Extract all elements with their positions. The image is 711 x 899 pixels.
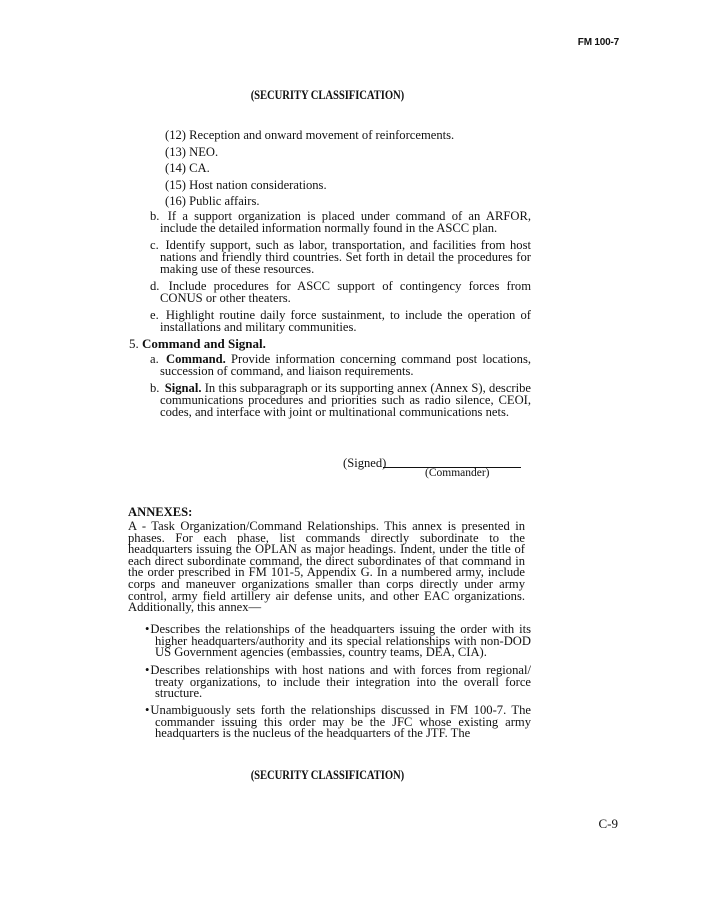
paragraph-text: If a support organization is placed under command of an ARFOR, include the detailed information normally found in the ASCC plan.	[160, 209, 531, 235]
bullet-marker: •	[145, 622, 150, 636]
list-item-14: (14) CA.	[165, 161, 210, 175]
annex-bullet-1	[145, 624, 531, 659]
annex-bullet-3	[145, 705, 531, 740]
bullet-text: Unambiguously sets forth the relationships discussed in FM 100-7. The commander issuing this order may be the JFC whose existing army headquarters is the nucleus of the headquarters of the JTF. The	[150, 703, 531, 741]
bullet-marker: •	[145, 703, 150, 717]
annex-a-paragraph: A - Task Organization/Command Relationships. This annex is presented in phases. For each phase, list commands directly subordinate to the headquarters issuing the OPLAN as major headings. Indent, under the title of each direct subordinate command, the direct subordinates of that command in the order prescribed in FM 101-5, Appendix G. In a numbered army, include corps and maneuver organizations smaller than corps directly under army control, army field artillery air defense units, and other EAC organizations. Additionally, this annex—	[128, 519, 525, 615]
bullet-text: Describes relationships with host nations and with forces from regional/ treaty organizations, to include their integration into the overall force structure.	[150, 663, 531, 701]
signed-label: (Signed)	[343, 456, 387, 470]
paragraph-label: d.	[150, 279, 160, 293]
security-classification-top: (SECURITY CLASSIFICATION)	[250, 87, 405, 102]
paragraph-text: In this subparagraph or its supporting annex (Annex S), describe communications procedures and priorities such as radio silence, CEOI, codes, and interface with joint or multinational communications nets.	[160, 381, 531, 419]
bullet-text: Describes the relationships of the headquarters issuing the order with its higher headquarters/authority and its special relationships with non-DOD US Government agencies (embassies, country teams, DEA, CIA).	[150, 622, 531, 660]
paragraph-5b	[150, 383, 531, 418]
list-item-16: (16) Public affairs.	[165, 194, 260, 208]
section-5-heading	[129, 338, 266, 350]
paragraph-e	[150, 310, 531, 334]
paragraph-label: e.	[150, 308, 159, 322]
page-number: C-9	[598, 816, 618, 831]
paragraph-label: b.	[150, 381, 160, 395]
annex-bullet-2	[145, 665, 531, 700]
paragraph-label: a.	[150, 352, 159, 366]
paragraph-5a	[150, 354, 531, 378]
paragraph-text: Provide information concerning command post locations, succession of command, and liaison requirements.	[160, 352, 531, 378]
section-title: Command and Signal.	[142, 336, 266, 351]
list-item-12: (12) Reception and onward movement of reinforcements.	[165, 128, 455, 142]
document-id: FM 100-7	[577, 37, 619, 48]
paragraph-title: Command.	[165, 352, 226, 366]
section-number: 5.	[129, 336, 139, 351]
paragraph-text: Highlight routine daily force sustainment, to include the operation of installations and military communities.	[160, 308, 531, 334]
paragraph-label: b.	[150, 209, 160, 223]
annexes-heading: ANNEXES:	[128, 505, 193, 519]
paragraph-b	[150, 211, 531, 235]
paragraph-text: Include procedures for ASCC support of contingency forces from CONUS or other theaters.	[160, 279, 531, 305]
paragraph-d	[150, 281, 531, 305]
paragraph-label: c.	[150, 238, 159, 252]
paragraph-c	[150, 240, 531, 275]
list-item-13: (13) NEO.	[165, 145, 219, 159]
commander-label: (Commander)	[425, 467, 490, 479]
paragraph-text: Identify support, such as labor, transportation, and facilities from host nations and friendly third countries. Set forth in detail the procedures for making use of these resources.	[160, 238, 531, 276]
security-classification-bottom: (SECURITY CLASSIFICATION)	[250, 767, 405, 782]
bullet-marker: •	[145, 663, 150, 677]
paragraph-title: Signal.	[164, 381, 202, 395]
list-item-15: (15) Host nation considerations.	[165, 178, 327, 192]
